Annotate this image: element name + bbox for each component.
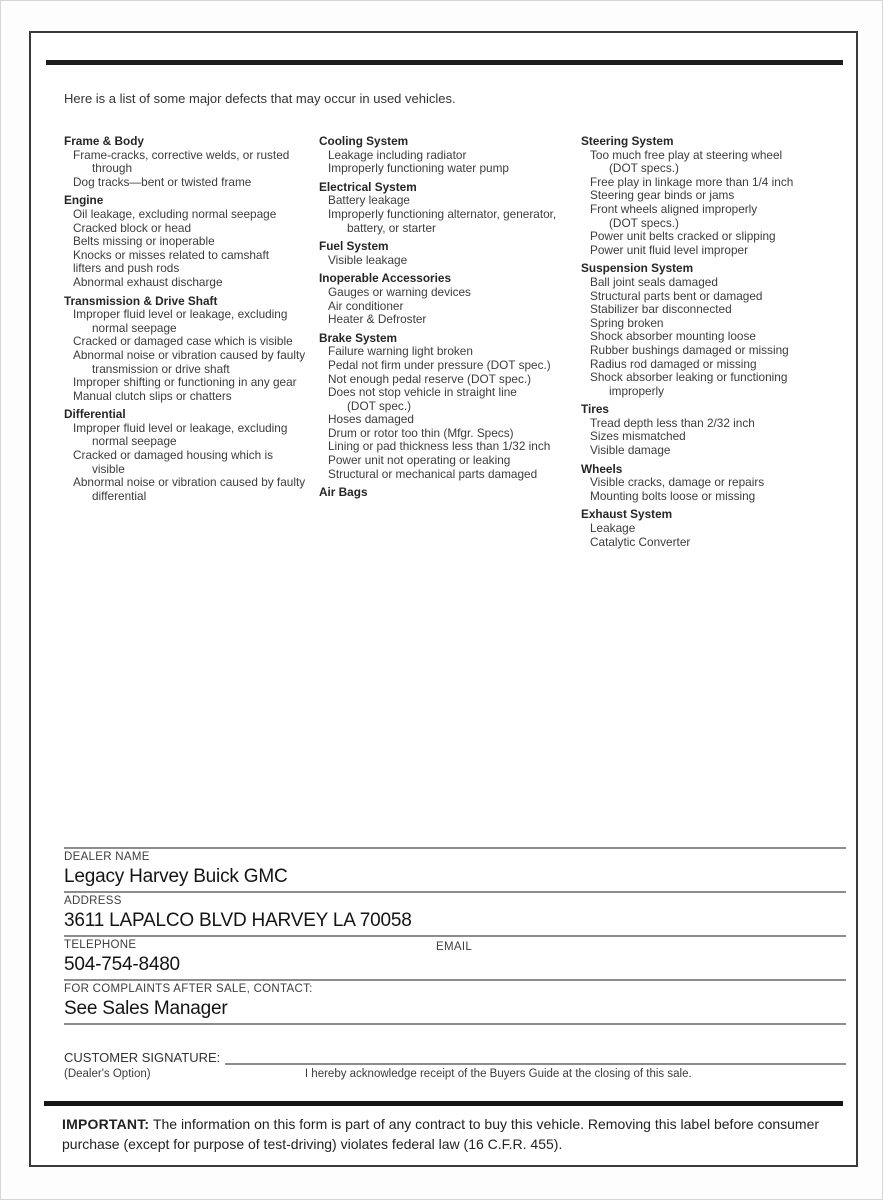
defect-item: Too much free play at steering wheel xyxy=(590,147,783,162)
defect-category-title: Air Bags xyxy=(319,485,368,500)
dealer-name-label: DEALER NAME xyxy=(64,851,150,863)
defect-item: Belts missing or inoperable xyxy=(73,234,215,249)
defect-section xyxy=(319,240,581,267)
defect-item: Spring broken xyxy=(590,315,664,330)
defect-item: Visible leakage xyxy=(328,252,408,267)
defect-item: visible xyxy=(92,461,125,476)
defect-item: Failure warning light broken xyxy=(328,344,473,359)
defect-item: Stabilizer bar disconnected xyxy=(590,302,732,317)
defect-item: Oil leakage, excluding normal seepage xyxy=(73,206,277,221)
defect-item: Sizes mismatched xyxy=(590,429,686,444)
defect-item: Shock absorber mounting loose xyxy=(590,329,756,344)
defect-category-title: Wheels xyxy=(581,461,623,476)
defect-item: Tread depth less than 2/32 inch xyxy=(590,415,755,430)
defect-item: Knocks or misses related to camshaft xyxy=(73,247,270,262)
defect-item: battery, or starter xyxy=(347,220,436,235)
defect-item: Power unit not operating or leaking xyxy=(328,453,511,468)
defect-item: differential xyxy=(92,488,147,503)
defect-section xyxy=(319,332,581,482)
defect-item: Leakage including radiator xyxy=(328,147,467,162)
defect-item: Improper shifting or functioning in any gear xyxy=(73,375,297,390)
defect-section xyxy=(319,486,581,500)
defect-item: improperly xyxy=(609,383,665,398)
defect-item: Hoses damaged xyxy=(328,412,414,427)
defect-section xyxy=(64,408,319,503)
telephone-value: 504-754-8480 xyxy=(64,954,180,975)
defect-item: Abnormal exhaust discharge xyxy=(73,274,223,289)
defect-section xyxy=(581,262,846,398)
defect-item: Power unit fluid level improper xyxy=(590,242,749,257)
defect-item: Shock absorber leaking or functioning xyxy=(590,370,788,385)
telephone-label: TELEPHONE xyxy=(64,939,137,951)
defect-item: transmission or drive shaft xyxy=(92,361,230,376)
defect-item: through xyxy=(92,161,133,176)
label-border-box xyxy=(29,31,858,1167)
defect-item: Cracked or damaged housing which is xyxy=(73,448,273,463)
defect-section xyxy=(319,135,581,176)
defect-category-title: Cooling System xyxy=(319,134,409,148)
defects-columns xyxy=(64,135,846,550)
defect-category-title: Differential xyxy=(64,407,126,422)
defect-item: Catalytic Converter xyxy=(590,534,691,549)
defect-item: lifters and push rods xyxy=(73,261,180,276)
defect-item: Free play in linkage more than 1/4 inch xyxy=(590,174,794,189)
form-closing-rule xyxy=(64,1023,846,1025)
defect-item: Front wheels aligned improperly xyxy=(590,201,758,216)
defect-item: Mounting bolts loose or missing xyxy=(590,488,756,503)
defect-item: Structural parts bent or damaged xyxy=(590,288,763,303)
defect-item: normal seepage xyxy=(92,320,177,335)
defect-category-title: Tires xyxy=(581,402,609,417)
defect-category-title: Brake System xyxy=(319,330,398,345)
defects-column-3 xyxy=(581,135,846,550)
defect-item: Abnormal noise or vibration caused by faulty xyxy=(73,475,306,490)
defect-category-title: Engine xyxy=(64,193,104,208)
defect-section xyxy=(581,463,846,504)
defect-item: Abnormal noise or vibration caused by faulty xyxy=(73,347,306,362)
defect-item: Structural or mechanical parts damaged xyxy=(328,466,538,481)
defect-item: Improperly functioning alternator, generator, xyxy=(328,206,557,221)
defect-section xyxy=(319,272,581,326)
defect-category-title: Transmission & Drive Shaft xyxy=(64,293,218,308)
defect-item: (DOT specs.) xyxy=(609,215,679,230)
defect-section xyxy=(581,135,846,257)
defects-column-1 xyxy=(64,135,319,550)
important-notice xyxy=(62,1115,830,1154)
address-label: ADDRESS xyxy=(64,895,122,907)
defect-item: Visible cracks, damage or repairs xyxy=(590,475,765,490)
defect-category-title: Exhaust System xyxy=(581,507,673,522)
defect-section xyxy=(64,295,319,404)
defect-item: Cracked block or head xyxy=(73,220,192,235)
defect-item: Rubber bushings damaged or missing xyxy=(590,342,789,357)
dealer-name-value: Legacy Harvey Buick GMC xyxy=(64,866,288,887)
important-body: The information on this form is part of any contract to buy this vehicle. Removing this label before consumer purchase (except for purpose of test-driving) violates federal law (16 C.F.R. 455). xyxy=(62,1116,820,1152)
important-label: IMPORTANT: xyxy=(62,1116,150,1132)
defect-item: Steering gear binds or jams xyxy=(590,188,735,203)
defect-item: Visible damage xyxy=(590,443,671,458)
address-value: 3611 LAPALCO BLVD HARVEY LA 70058 xyxy=(64,910,412,931)
defect-item: Does not stop vehicle in straight line xyxy=(328,385,517,400)
defect-category-title: Fuel System xyxy=(319,239,389,254)
defect-item: Manual clutch slips or chatters xyxy=(73,388,232,403)
defect-item: normal seepage xyxy=(92,434,177,449)
customer-signature-block xyxy=(64,1049,846,1080)
defect-item: Improper fluid level or leakage, excluding xyxy=(73,420,288,435)
defect-section xyxy=(64,135,319,189)
defect-category-title: Electrical System xyxy=(319,179,417,194)
complaints-label: FOR COMPLAINTS AFTER SALE, CONTACT: xyxy=(64,983,313,995)
defect-item: Leakage xyxy=(590,521,636,536)
defect-item: Dog tracks—bent or twisted frame xyxy=(73,174,252,189)
defect-item: Lining or pad thickness less than 1/32 inch xyxy=(328,439,551,454)
defect-section xyxy=(64,194,319,289)
dealer-info-form xyxy=(64,847,846,1025)
defect-item: Heater & Defroster xyxy=(328,312,427,327)
defect-item: (DOT specs.) xyxy=(609,161,679,176)
defect-item: (DOT spec.) xyxy=(347,398,412,413)
address-row xyxy=(64,891,846,935)
defects-intro-text: Here is a list of some major defects that may occur in used vehicles. xyxy=(64,91,456,106)
complaints-row xyxy=(64,979,846,1023)
defect-section xyxy=(581,508,846,549)
defect-item: Drum or rotor too thin (Mfgr. Specs) xyxy=(328,425,514,440)
defect-item: Improper fluid level or leakage, excluding xyxy=(73,307,288,322)
defect-item: Pedal not firm under pressure (DOT spec.) xyxy=(328,357,551,372)
defect-section xyxy=(319,181,581,235)
customer-signature-label: CUSTOMER SIGNATURE: xyxy=(64,1050,221,1065)
defect-item: Battery leakage xyxy=(328,193,410,208)
defects-column-2 xyxy=(319,135,581,550)
defect-item: Ball joint seals damaged xyxy=(590,274,718,289)
defect-section xyxy=(581,403,846,457)
defect-category-title: Steering System xyxy=(581,134,674,148)
dealers-option-note: (Dealer's Option) xyxy=(64,1068,151,1080)
defect-item: Improperly functioning water pump xyxy=(328,161,509,176)
defect-item: Power unit belts cracked or slipping xyxy=(590,229,776,244)
defect-category-title: Inoperable Accessories xyxy=(319,271,452,286)
defect-category-title: Suspension System xyxy=(581,261,694,276)
dealer-name-row xyxy=(64,847,846,891)
email-label: EMAIL xyxy=(436,941,473,953)
acknowledgment-text: I hereby acknowledge receipt of the Buyers Guide at the closing of this sale. xyxy=(304,1068,692,1080)
defect-category-title: Frame & Body xyxy=(64,134,144,148)
complaints-value: See Sales Manager xyxy=(64,998,228,1019)
top-divider-rule xyxy=(46,60,843,65)
defect-item: Not enough pedal reserve (DOT spec.) xyxy=(328,371,532,386)
telephone-email-row xyxy=(64,935,846,979)
defect-item: Frame-cracks, corrective welds, or rusted xyxy=(73,147,290,162)
defect-item: Gauges or warning devices xyxy=(328,284,471,299)
defect-item: Radius rod damaged or missing xyxy=(590,356,757,371)
signature-line xyxy=(225,1049,846,1065)
defect-item: Air conditioner xyxy=(328,298,404,313)
defect-item: Cracked or damaged case which is visible xyxy=(73,334,293,349)
bottom-divider-rule xyxy=(44,1101,843,1106)
